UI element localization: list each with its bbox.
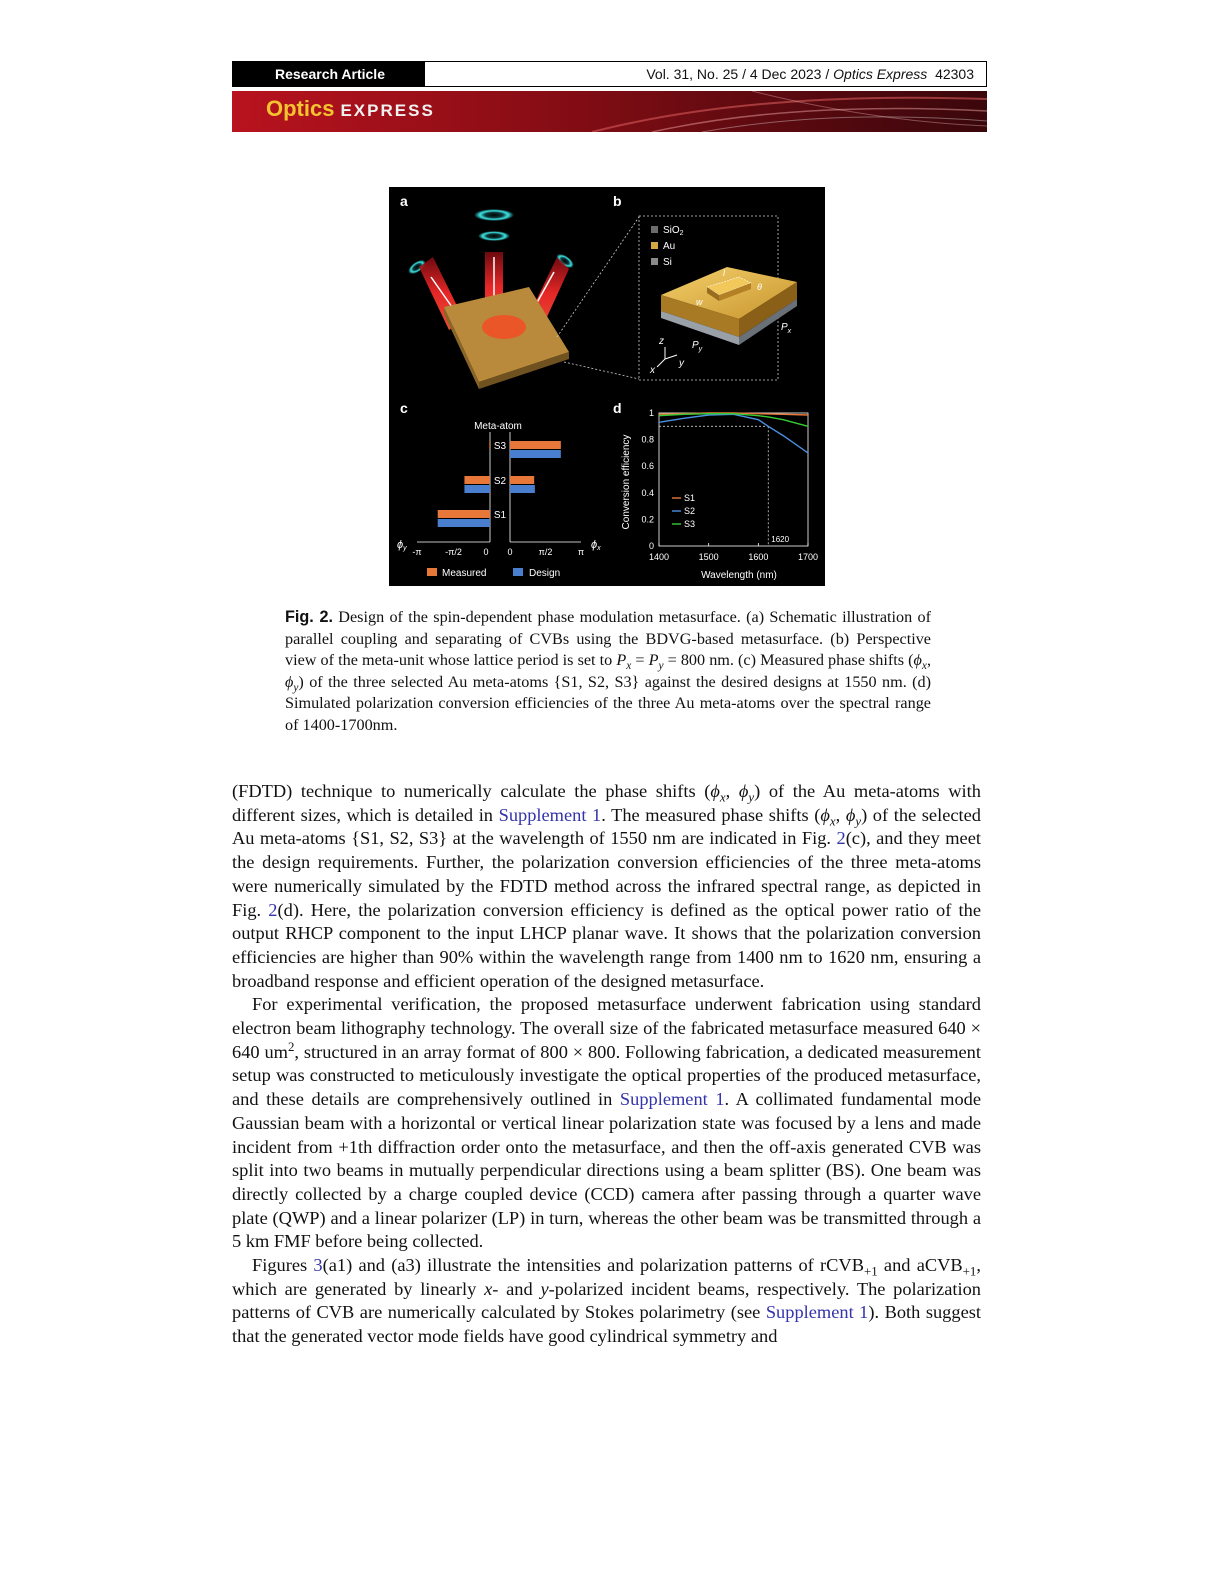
supplement-link-2[interactable]: Supplement 1: [619, 1089, 725, 1110]
figure-2: [389, 187, 825, 586]
paragraph-1: (FDTD) technique to numerically calculate the phase shifts ($\phi_x$, $\phi_y$) of the Au meta-atoms with different sizes, which is detailed in Supplement 1. The measured phase shifts ($\phi_x$, $\phi_y$) of the selected Au meta-atoms {S1, S2, S3} at the wavelength of 1550 nm are indicated in Fig. 2(c), and they meet the design requirements. Further, the polarization conversion efficiencies of the three meta-atoms were numerically simulated by the FDTD method across the infrared spectral range, as depicted in Fig. 2(d). Here, the polarization conversion efficiency is defined as the optical power ratio of the output RHCP component to the input LHCP planar wave. It shows that the polarization conversion efficiencies are higher than 90% within the wavelength range from 1400 nm to 1620 nm, ensuring a broadband response and efficient operation of the designed metasurface.: [232, 781, 981, 991]
series-line-s3: [659, 414, 808, 427]
label-theta: θ: [757, 282, 762, 292]
meta-unit-cell: [661, 267, 797, 353]
supplement-link-1[interactable]: Supplement 1: [498, 804, 602, 825]
bar-design-phi-x-s2: [510, 485, 535, 493]
x-tick-1500: 1500: [698, 552, 719, 562]
journal-name: Optics Express: [833, 66, 928, 82]
bar-measured-phi-x-s2: [510, 476, 534, 484]
legend-label-s2: S2: [684, 506, 696, 516]
legend-si: Si: [663, 257, 672, 268]
supplement-link-3[interactable]: Supplement 1: [765, 1302, 869, 1323]
label-py: $P_y$: [692, 340, 703, 353]
y-tick-0.2: 0.2: [641, 514, 654, 525]
y-tick-0: 0: [648, 541, 654, 551]
bar-design-phi-y-s1: [438, 519, 490, 527]
bar-measured-phi-y-s1: [438, 510, 490, 518]
panel-b-label: b: [613, 193, 622, 209]
label-l: l: [723, 268, 725, 278]
zoom-line-bottom: [564, 362, 639, 379]
citation-prefix: Vol. 31, No. 25 / 4 Dec 2023 /: [646, 66, 834, 82]
y-tick-0.4: 0.4: [641, 487, 654, 498]
legend-design-label: Design: [529, 568, 561, 579]
y-tick-0.6: 0.6: [641, 461, 654, 472]
tick-right-2: π: [577, 547, 585, 557]
label-z: z: [659, 336, 664, 347]
journal-header: [232, 61, 987, 87]
tick-right-1: π/2: [538, 547, 553, 557]
zoom-line-top: [557, 217, 639, 337]
bar-measured-phi-y-s2: [464, 476, 490, 484]
article-type: Research Article: [233, 62, 425, 86]
journal-banner: [232, 91, 987, 132]
bar-measured-phi-x-s3: [510, 441, 561, 449]
legend-sio2: SiO$_2$: [663, 225, 684, 237]
y-axis-label: Conversion efficiency: [621, 434, 632, 530]
x-axis-label: Wavelength (nm): [701, 570, 777, 581]
page-number: 42303: [935, 66, 974, 82]
tick-right-0: 0: [507, 547, 513, 557]
legend-design-swatch: [513, 568, 523, 576]
bar-measured-phi-y-s3: [489, 441, 490, 449]
panel-d-label: d: [613, 400, 622, 416]
panel-c-phase-chart: [397, 421, 601, 579]
x-tick-1600: 1600: [748, 552, 769, 562]
label-y: y: [679, 358, 684, 369]
legend-label-s1: S1: [684, 493, 696, 503]
x-tick-1700: 1700: [797, 552, 819, 562]
tick-left-2: 0: [483, 547, 489, 557]
meta-atom-label: Meta-atom: [474, 421, 522, 432]
y-tick-1: 1: [648, 408, 654, 418]
fig2-link-2[interactable]: 2: [268, 899, 278, 920]
figure-graphic: [389, 187, 825, 586]
label-px: $P_x$: [781, 322, 792, 335]
citation: [425, 62, 986, 86]
bar-design-phi-y-s2: [464, 485, 490, 493]
tick-left-0: -π: [412, 547, 422, 557]
panel-c-label: c: [400, 400, 408, 416]
tick-left-1: -π/2: [445, 547, 462, 557]
journal-logo: Optics EXPRESS: [266, 96, 435, 121]
axis-triad: [657, 347, 677, 367]
panel-a-label: a: [400, 193, 408, 209]
legend-measured-swatch: [427, 568, 437, 576]
legend-au: Au: [663, 241, 676, 252]
panel-d-efficiency-chart: [621, 408, 818, 581]
legend-label-s3: S3: [684, 519, 696, 529]
category-label-s3: S3: [493, 441, 507, 452]
figure-caption: Fig. 2. Design of the spin-dependent phase modulation metasurface. (a) Schematic illustration of parallel coupling and separating of CVBs using the BDVG-based metasurface. (b) Perspective view of the meta-unit whose lattice period is set to $P_x = P_y = 800$ nm. (c) Measured phase shifts ($\phi_x$, $\phi_y$) of the three selected Au meta-atoms {S1, S2, S3} against the desired designs at 1550 nm. (d) Simulated polarization conversion efficiencies of the three Au meta-atoms over the spectral range of 1400-1700nm.: [285, 608, 931, 734]
category-label-s2: S2: [493, 476, 507, 487]
paragraph-2: For experimental verification, the proposed metasurface underwent fabrication using standard electron beam lithography technology. The overall size of the fabricated metasurface measured 640 × 640 $um^2$, structured in an array format of 800 × 800. Following fabrication, a dedicated measurement setup was constructed to meticulously investigate the optical properties of the produced metasurface, and these details are comprehensively outlined in Supplement 1. A collimated fundamental mode Gaussian beam with a horizontal or vertical linear polarization state was focused by a lens and made incident from +1th diffraction order onto the metasurface, and then the off-axis generated CVB was split into two beams in mutually perpendicular directions using a beam splitter (BS). One beam was directly collected by a charge coupled device (CCD) camera after passing through a quarter wave plate (QWP) and a linear polarizer (LP) in turn, whereas the other beam was be transmitted through a 5 km FMF before being collected.: [232, 994, 982, 1252]
paragraph-3: Figures 3(a1) and (a3) illustrate the intensities and polarization patterns of rCVB$_{+1}$ and aCVB$_{+1}$, which are generated by linearly x- and y-polarized incident beams, respectively. The polarization patterns of CVB are numerically calculated by Stokes polarimetry (see Supplement 1). Both suggest that the generated vector mode fields have good cylindrical symmetry and: [232, 1255, 981, 1347]
label-x: x: [650, 365, 655, 376]
figure-label: Fig. 2.: [285, 608, 334, 626]
plot-frame: [659, 413, 808, 546]
bar-design-phi-x-s3: [510, 450, 561, 458]
x-tick-1400: 1400: [648, 552, 670, 562]
fig3-link[interactable]: 3: [313, 1255, 323, 1276]
phi-y-axis-label: ϕy: [397, 539, 407, 552]
fig2-link-1[interactable]: 2: [836, 828, 846, 849]
annotation-1620: 1620: [771, 535, 790, 544]
article-body: [232, 780, 981, 1349]
panel-b-legend: [651, 225, 684, 268]
phi-x-axis-label: ϕx: [591, 539, 601, 552]
y-tick-0.8: 0.8: [641, 434, 654, 445]
label-w: w: [696, 297, 703, 307]
category-label-s1: S1: [493, 510, 507, 521]
legend-measured-label: Measured: [442, 568, 487, 579]
panel-a-metasurface-illustration: [406, 209, 576, 389]
